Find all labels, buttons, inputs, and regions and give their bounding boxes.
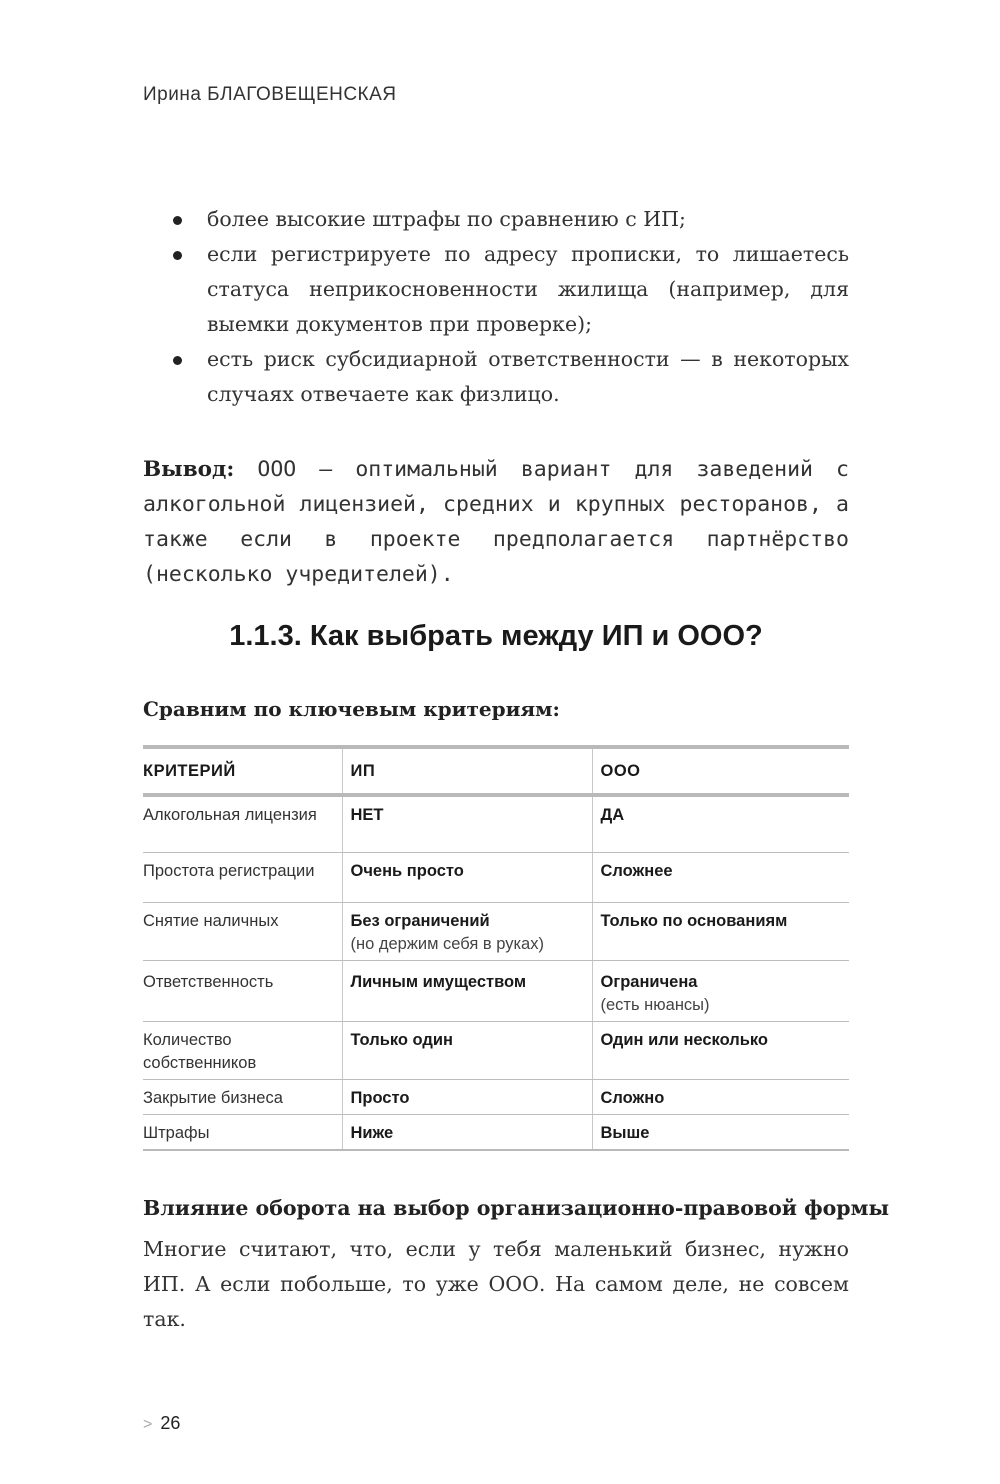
ip-value: НЕТ [350,806,384,824]
ooo-value: Только по основаниям [600,911,788,930]
table-row [143,960,849,1021]
turnover-subheading: Влияние оборота на выбор организационно-правовой формы [143,1196,889,1220]
drawbacks-list [143,202,849,412]
table-row [143,852,849,902]
ip-cell [342,902,592,960]
conclusion-text: ООО — оптимальный вариант для заведений с алкогольной лицензией, средних и крупных ресторанов, а также если в проекте предполагается партнёрство (несколько учредителей). [143,457,849,587]
bullet-icon [173,356,182,365]
ooo-cell [592,902,849,960]
ooo-value: Сложнее [600,861,673,880]
column-header-ip: ИП [342,747,592,795]
conclusion-label: Вывод: [143,457,235,482]
chevron-right-icon: > [143,1416,153,1433]
ooo-cell [592,960,849,1021]
column-header-ooo: ООО [592,747,849,795]
ooo-value: Сложно [600,1088,665,1107]
ooo-value: Один или несколько [600,1030,768,1049]
comparison-heading: Сравним по ключевым критериям: [143,697,560,721]
table-row [143,1079,849,1114]
ip-cell [342,852,592,902]
body-paragraph: Многие считают, что, если у тебя маленький бизнес, нужно ИП. А если побольше, то уже ООО. На самом деле, не совсем так. [143,1237,849,1331]
ooo-value: Ограничена [600,972,698,991]
ip-note: (но держим себя в руках) [350,934,544,953]
list-item-text: если регистрируете по адресу прописки, то лишаетесь статуса неприкосновенности жилища (например, для выемки документов при проверке); [207,242,849,336]
ip-cell [342,1114,592,1150]
conclusion-paragraph [143,452,849,592]
criterion-cell: Штрафы [143,1114,342,1150]
ip-cell [342,1021,592,1079]
page-footer [143,1413,180,1434]
ip-value: Личным имуществом [350,972,527,991]
criterion-cell: Ответственность [143,960,342,1021]
criterion-cell: Простота регистрации [143,852,342,902]
bullet-icon [173,216,182,225]
ooo-cell [592,852,849,902]
ip-value: Без ограничений [350,911,490,930]
ip-value: Ниже [350,1123,394,1142]
table-header-row [143,747,849,795]
criterion-cell: Количество собственников [143,1021,342,1079]
ip-value: Просто [350,1088,410,1107]
bullet-icon [173,251,182,260]
ip-value: Только один [350,1030,453,1049]
list-item [143,342,849,412]
ooo-cell [592,1021,849,1079]
list-item [143,237,849,342]
ooo-cell [592,795,849,852]
ip-cell [342,795,592,852]
table-row [143,902,849,960]
criterion-cell: Снятие наличных [143,902,342,960]
list-item [143,202,849,237]
criterion-cell: Закрытие бизнеса [143,1079,342,1114]
column-header-criterion: КРИТЕРИЙ [143,761,236,780]
ooo-cell [592,1114,849,1150]
ooo-note: (есть нюансы) [600,995,710,1014]
ip-cell [342,1079,592,1114]
list-item-text: есть риск субсидиарной ответственности — в некоторых случаях отвечаете как физлицо. [207,347,849,406]
ooo-cell [592,1079,849,1114]
ip-cell [342,960,592,1021]
list-item-text: более высокие штрафы по сравнению с ИП; [207,207,686,231]
table-row [143,1021,849,1079]
ooo-value: Выше [600,1123,650,1142]
criterion-cell: Алкогольная лицензия [143,795,342,852]
ip-value: Очень просто [350,861,464,880]
table-row [143,1114,849,1150]
comparison-table [143,745,849,1151]
table-row [143,795,849,852]
section-title: 1.1.3. Как выбрать между ИП и ООО? [229,620,763,652]
running-header: Ирина БЛАГОВЕЩЕНСКАЯ [143,84,397,105]
ooo-value: ДА [600,806,625,824]
page-number: 26 [160,1413,181,1433]
